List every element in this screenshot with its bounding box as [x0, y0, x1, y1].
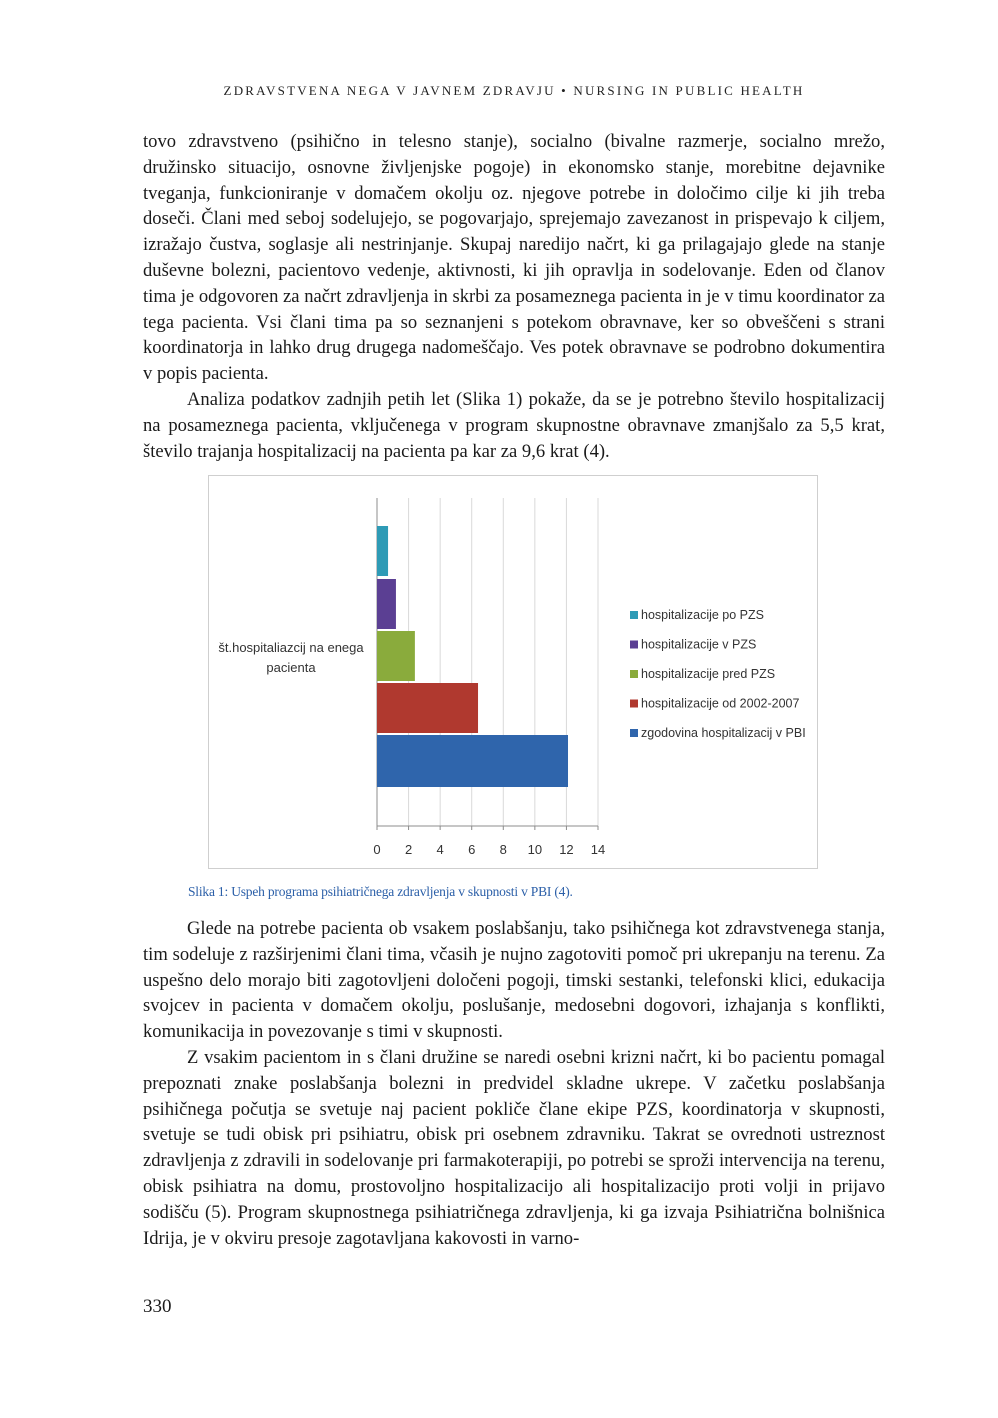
x-tick-label: 6 — [468, 842, 476, 857]
legend-swatch — [630, 670, 638, 678]
x-tick-label: 8 — [499, 842, 507, 857]
category-label: št.hospitaliazcij na enega — [218, 640, 364, 655]
paragraph: Z vsakim pacientom in s člani družine se naredi osebni krizni načrt, ki bo pacientu pomagal prepoznati znake poslabšanja bolezni in predvidel skladne ukrepe. V začetku poslabšanja psihičnega počutja se svetuje naj pacient pokliče člane ekipe PZS, koordinatorja v skupnosti, svetuje se tudi obisk pri psihiatru, obisk pri osebnem zdravniku. Takrat se ovrednoti ustreznost zdravljenja z zdravili in sodelovanje pri farmakoterapiji, po potrebi se sproži intervencija na terenu, obisk psihiatra na domu, prostovoljno hospitalizacijo ali hospitalizacijo proti volji in prijavo sodišču (5). Program skupnostnega psihiatričnega zdravljenja, ki ga izvaja Psihiatrična bolnišnica Idrija, je v okviru presoje zagotavljana kakovosti in varno- — [143, 1046, 885, 1249]
x-tick-label: 0 — [373, 842, 381, 857]
bar — [377, 735, 568, 787]
legend-swatch — [630, 641, 638, 649]
running-head: ZDRAVSTVENA NEGA V JAVNEM ZDRAVJU • NURSING IN PUBLIC HEALTH — [223, 83, 805, 98]
legend-label: hospitalizacije v PZS — [641, 637, 757, 652]
legend-label: zgodovina hospitalizacij v PBI — [641, 726, 806, 740]
bar — [377, 526, 388, 576]
body-text-before-figure — [143, 129, 885, 464]
legend-label: hospitalizacije po PZS — [641, 608, 764, 622]
x-tick-label: 4 — [436, 842, 444, 857]
legend-label: hospitalizacije od 2002-2007 — [641, 696, 800, 711]
bar-chart — [209, 476, 817, 868]
legend-swatch — [630, 700, 638, 708]
body-text-after-figure — [143, 916, 885, 1251]
legend-swatch — [630, 611, 638, 619]
x-tick-label: 10 — [527, 842, 543, 857]
bar — [377, 683, 478, 733]
figure-1-frame — [208, 475, 818, 869]
category-label: pacienta — [266, 660, 316, 675]
legend-swatch — [630, 729, 638, 737]
figure-caption: Slika 1: Uspeh programa psihiatričnega zdravljenja v skupnosti v PBI (4). — [188, 884, 573, 899]
x-tick-label: 12 — [559, 842, 574, 857]
legend-label: hospitalizacije pred PZS — [641, 667, 776, 681]
paragraph: tovo zdravstveno (psihično in telesno stanje), socialno (bivalne razmerje, socialno mrežo, družinsko situacijo, osnovne življenjske pogoje) in ekonomsko stanje, morebitne dejavnike tveganja, funkcioniranje v domačem okolju oz. njegove potrebe in določimo cilje ki jih treba doseči. Člani med seboj sodelujejo, se pogovarjajo, sprejemajo zavezanost in prispevajo k ciljem, izražajo čustva, soglasje ali nestrinjanje. Skupaj naredijo načrt, ki ga prilagajajo glede na stanje duševne bolezni, pacientovo vedenje, aktivnosti, ki jih opravlja in sodelovanje. Eden od članov tima je odgovoren za načrt zdravljenja in skrbi za posameznega pacienta in je v timu koordinator za tega pacienta. Vsi člani tima pa so seznanjeni s potekom obravnave, ker so obveščeni s strani koordinatorja in lahko drug drugega nadomeščajo. Ves potek obravnave se podrobno dokumentira v popis pacienta. — [143, 131, 885, 385]
x-tick-label: 14 — [590, 842, 606, 857]
x-tick-label: 2 — [404, 842, 413, 857]
paragraph: Glede na potrebe pacienta ob vsakem poslabšanju, tako psihičnega kot zdravstvenega stanja, tim sodeluje z razširjenimi člani tima, včasih je nujno zagotoviti pomoč pri ukrepanju na terenu. Za uspešno delo morajo biti zagotovljeni določeni pogoji, timski sestanki, telefonski klici, edukacija svojcev in pacienta v domačem okolju, poslušanje, medosebni dogovori, izhajanja s konflikti, komunikacija in povezovanje s timi v skupnosti. — [143, 918, 885, 1043]
page-number: 330 — [143, 1296, 172, 1317]
paragraph: Analiza podatkov zadnjih petih let (Slika 1) pokaže, da se je potrebno število hospitalizacij na posameznega pacienta, vključenega v program skupnostne obravnave zmanjšalo za 5,5 krat, število trajanja hospitalizacij na pacienta pa kar za 9,6 krat (4). — [143, 388, 885, 462]
bar — [377, 579, 396, 629]
bar — [377, 631, 415, 681]
